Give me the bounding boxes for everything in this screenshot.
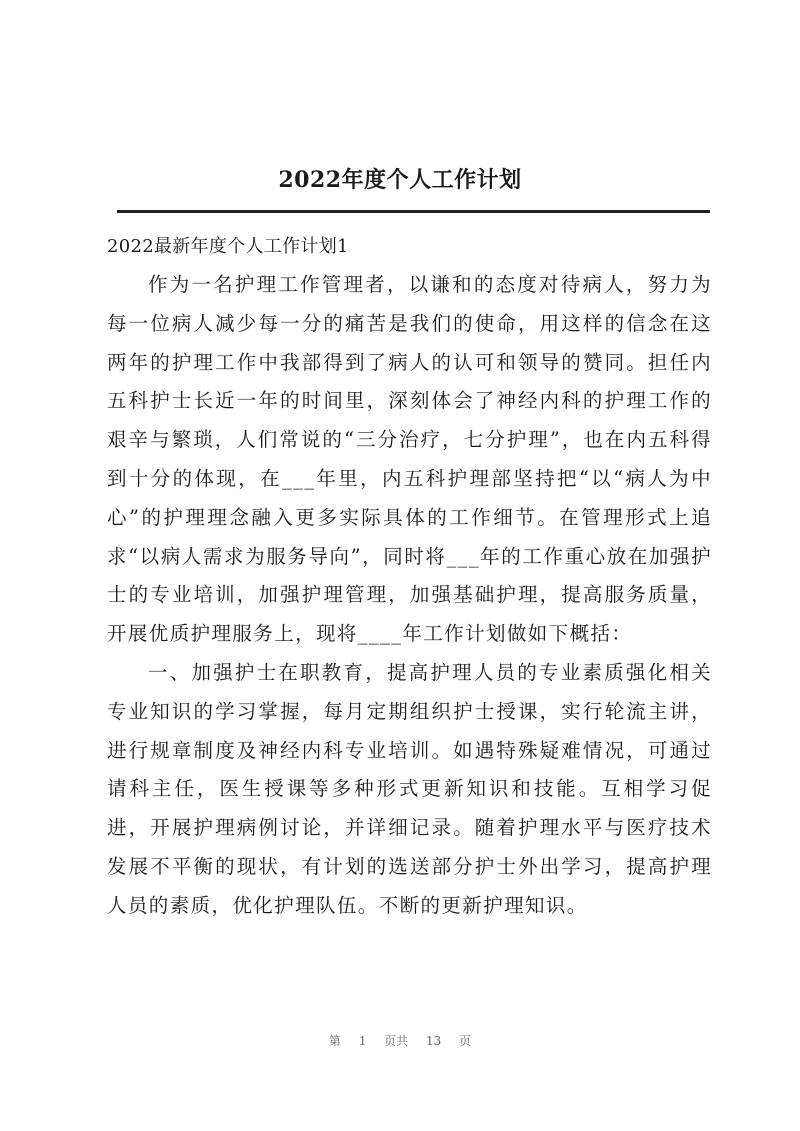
body-paragraph-1: 作为一名护理工作管理者，以谦和的态度对待病人，努力为每一位病人减少每一分的痛苦是我们的使命，用这样的信念在这两年的护理工作中我部得到了病人的认可和领导的赞同。担任内五科护士长近一年的时间里，深刻体会了神经内科的护理工作的艰辛与繁琐，人们常说的“三分治疗，七分护理”，也在内五科得到十分的体现，在___年里，内五科护理部坚持把“以“病人为中心”的护理理念融入更多实际具体的工作细节。在管理形式上追求“以病人需求为服务导向”，同时将___年的工作重心放在加强护士的专业培训，加强护理管理，加强基础护理，提高服务质量，开展优质护理服务上，现将____年工作计划做如下概括： <box>107 273 712 646</box>
footer-page-number: 1 <box>358 1034 367 1048</box>
footer-prefix: 第 <box>328 1034 341 1048</box>
document-body <box>107 228 712 926</box>
section-subheading: 2022最新年度个人工作计划1 <box>107 236 349 257</box>
body-paragraph-2: 一、加强护士在职教育，提高护理人员的专业素质强化相关专业知识的学习掌握，每月定期组织护士授课，实行轮流主讲，进行规章制度及神经内科专业培训。如遇特殊疑难情况，可通过请科主任，医生授课等多种形式更新知识和技能。互相学习促进，开展护理病例讨论，并详细记录。随着护理水平与医疗技术发展不平衡的现状，有计划的选送部分护士外出学习，提高护理人员的素质，优化护理队伍。不断的更新护理知识。 <box>107 660 712 917</box>
footer-suffix: 页 <box>459 1034 472 1048</box>
document-title: 2022年度个人工作计划 <box>278 167 522 193</box>
page-footer <box>0 1032 800 1049</box>
footer-total-pages: 13 <box>426 1034 442 1048</box>
footer-middle: 页共 <box>384 1034 409 1048</box>
title-underline <box>117 210 710 213</box>
